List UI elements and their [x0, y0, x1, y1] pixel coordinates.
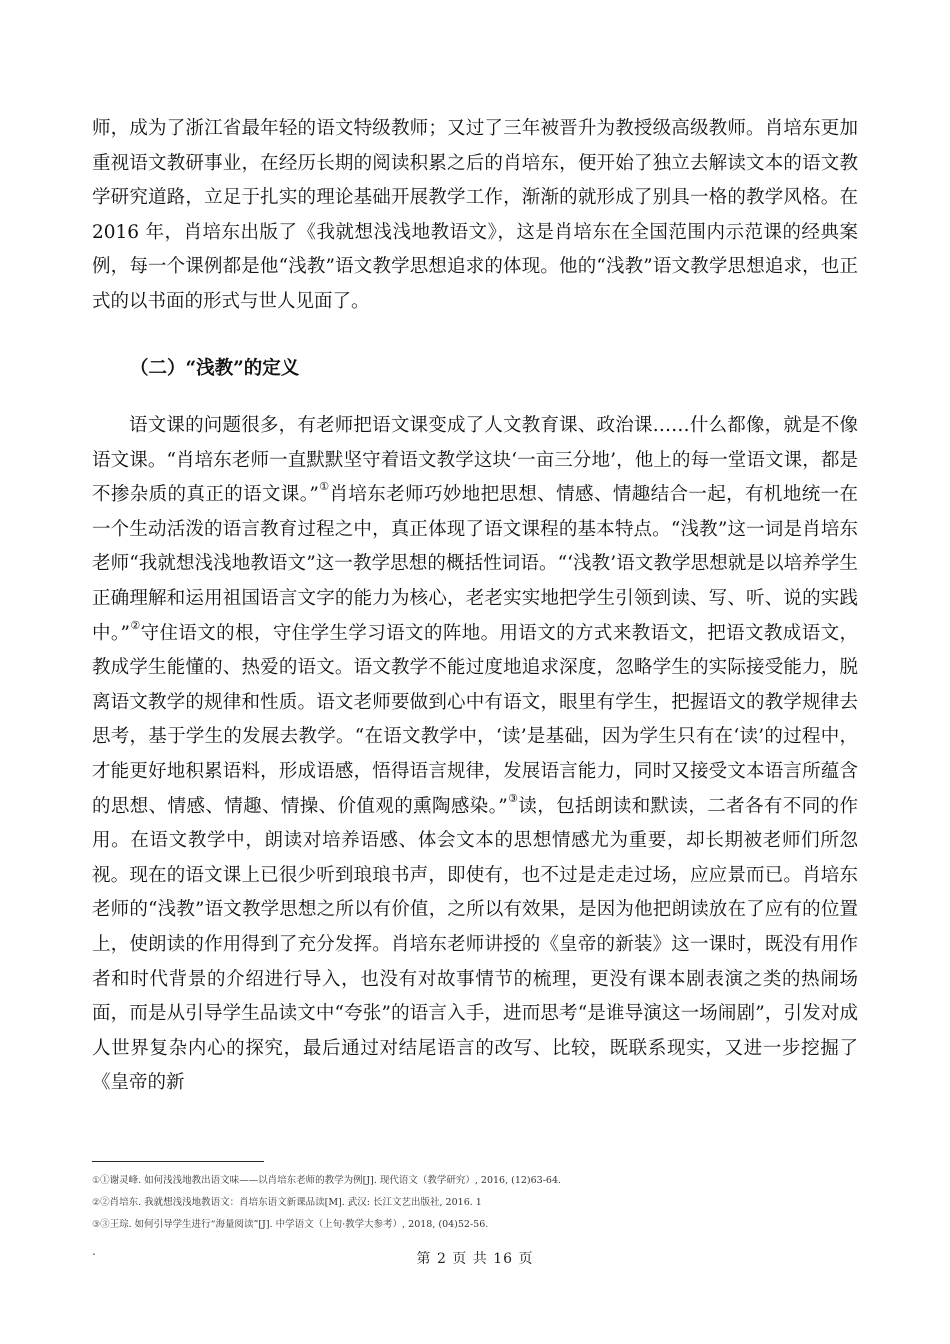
footnote-text-2: ②肖培东. 我就想浅浅地教语文：肖培东语文新课品读[M]. 武汉: 长江文艺出版社, 2016. 1	[100, 1197, 482, 1208]
body-paragraph-continued: 师，成为了浙江省最年轻的语文特级教师；又过了三年被晋升为教授级高级教师。肖培东更加重视语文教研事业，在经历长期的阅读积累之后的肖培东，便开始了独立去解读文本的语文教学研究道路，立足于扎实的理论基础开展教学工作，渐渐的就形成了别具一格的教学风格。在 2016 年，肖培东出版了《我就想浅浅地教语文》，这是肖培东在全国范围内示范课的经典案例，每一个课例都是他“浅教”语文教学思想追求的体现。他的“浅教”语文教学思想追求，也正式的以书面的形式与世人见面了。	[92, 118, 858, 312]
section-heading: （二）“浅教”的定义	[130, 358, 300, 379]
footnote-separator	[92, 1161, 264, 1162]
paragraph-text-part-4: 读，包括朗读和默读，二者各有不同的作用。在语文教学中，朗读对培养语感、体会文本的思想情感尤为重要，却长期被老师们所忽视。现在的语文课上已很少听到琅琅书声，即使有，也不过是走走过场，应应景而已。肖培东老师的“浅教”语文教学思想之所以有价值，之所以有效果，是因为他把朗读放在了应有的位置上，使朗读的作用得到了充分发挥。肖培东老师讲授的《皇帝的新装》这一课时，既没有用作者和时代背景的介绍进行导入，也没有对故事情节的梳理，更没有课本剧表演之类的热闹场面，而是从引导学生品读文中“夸张”的语言入手，进而思考“是谁导演这一场闹剧”，引发对成人世界复杂内心的探究，最后通过对结尾语言的改写、比较，既联系现实，又进一步挖掘了《皇帝的新	[92, 795, 858, 1094]
footnote-ref-1[interactable]: ①	[318, 480, 330, 494]
footnote-text-1: ①谢灵峰. 如何浅浅地教出语文味——以肖培东老师的教学为例[J]. 现代语文（教学研究）, 2016, (12)63-64.	[100, 1175, 562, 1186]
footnote-marker-3: ③	[92, 1220, 101, 1230]
footnote-text-3: ③王琮. 如何引导学生进行“海量阅读”[J]. 中学语文（上旬·教学大参考）, 2018, (04)52-56.	[100, 1219, 489, 1230]
footnote-3	[92, 1214, 858, 1236]
paragraph-text-part-2: 肖培东老师巧妙地把思想、情感、情趣结合一起，有机地统一在一个生动活泼的语言教育过程之中，真正体现了语文课程的基本特点。“浅教”这一词是肖培东老师“我就想浅浅地教语文”这一教学思想的概括性词语。“‘浅教’语文教学思想就是以培养学生正确理解和运用祖国语言文字的能力为核心，老老实实地把学生引领到读、写、听、说的实践中。”	[92, 484, 858, 644]
page-number: 第 2 页 共 16 页	[416, 1251, 534, 1267]
body-paragraph-definition	[92, 409, 858, 1101]
footnote-ref-3[interactable]: ③	[507, 791, 519, 805]
footer-dot: .	[92, 1244, 96, 1258]
footnote-ref-2[interactable]: ②	[129, 618, 141, 632]
paragraph-text-part-1: 语文课的问题很多，有老师把语文课变成了人文教育课、政治课……什么都像，就是不像语文课。“肖培东老师一直默默坚守着语文教学这块‘一亩三分地’，他上的每一堂语文课，都是不掺杂质的真正的语文课。”	[92, 415, 858, 506]
footnote-2	[92, 1192, 858, 1214]
footnotes	[92, 1170, 858, 1236]
paragraph-text-part-3: 守住语文的根，守住学生学习语文的阵地。用语文的方式来教语文，把语文教成语文，教成学生能懂的、热爱的语文。语文教学不能过度地追求深度，忽略学生的实际接受能力，脱离语文教学的规律和性质。语文老师要做到心中有语文，眼里有学生，把握语文的教学规律去思考，基于学生的发展去教学。“在语文教学中，‘读’是基础，因为学生只有在‘读’的过程中，才能更好地积累语料，形成语感，悟得语言规律，发展语言能力，同时又接受文本语言所蕴含的思想、情感、情趣、情操、价值观的熏陶感染。”	[92, 622, 858, 817]
footnote-marker-1: ①	[92, 1176, 101, 1186]
footnote-1	[92, 1170, 858, 1192]
footnote-marker-2: ②	[92, 1198, 101, 1208]
